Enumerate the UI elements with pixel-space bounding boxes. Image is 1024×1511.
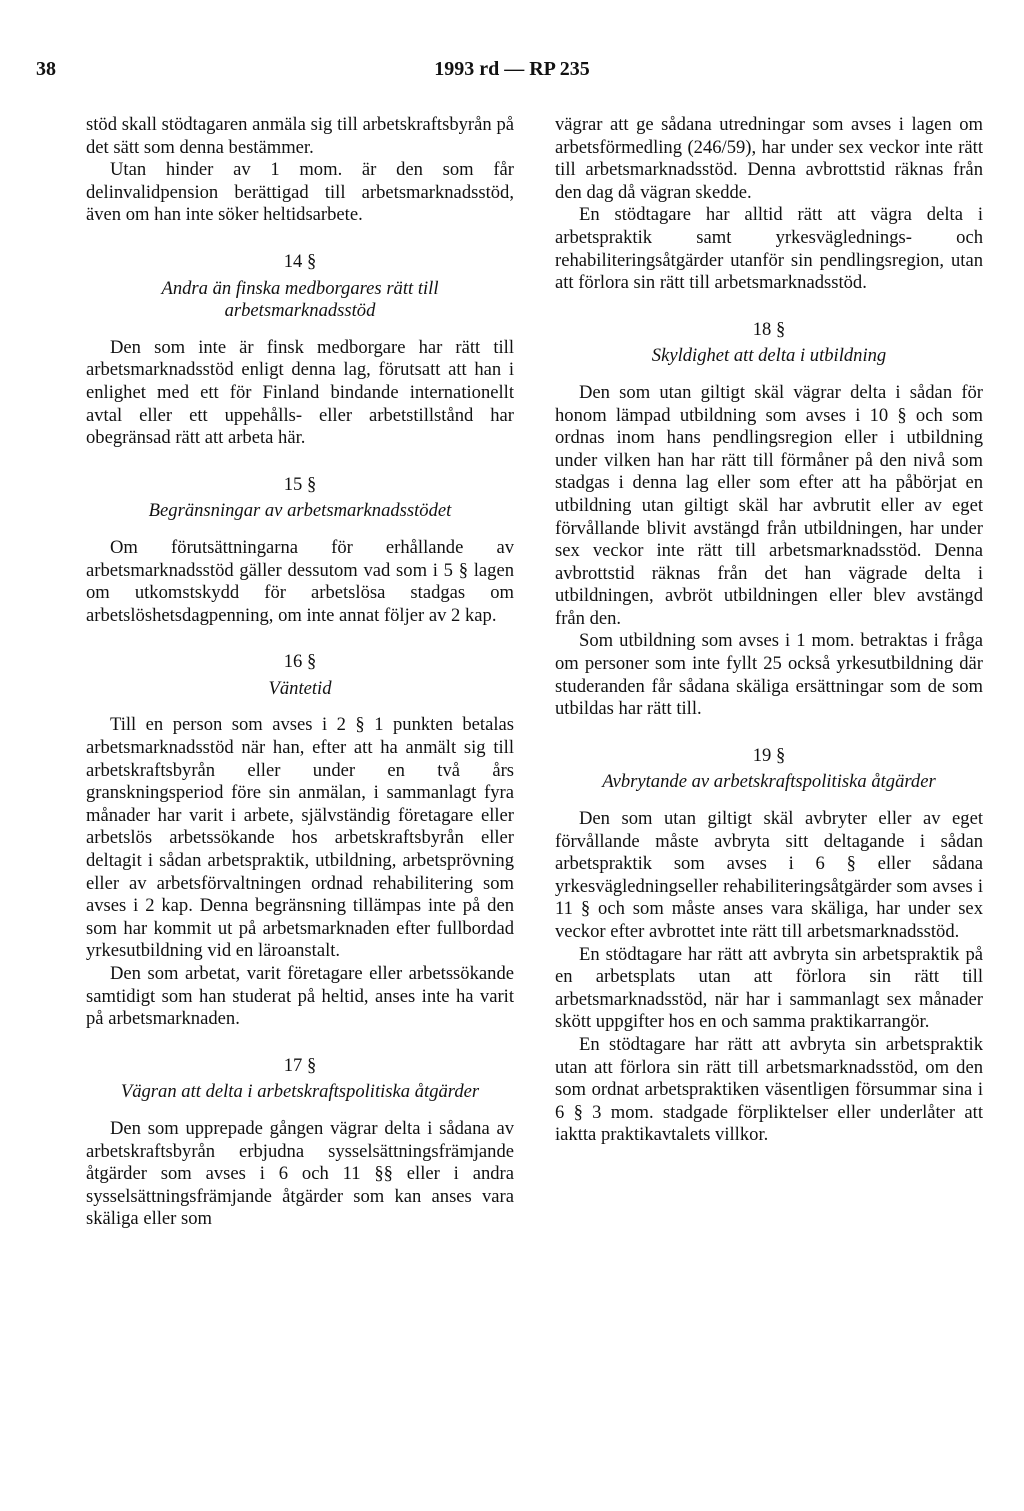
page-number: 38	[36, 58, 56, 80]
paragraph: Om förutsättningarna för erhållande av arbetsmarknadsstöd gäller dessutom vad som i 5 § lagen om utkomstskydd för arbetslösa stadgas om arbetslöshetsdagpenning, om inte annat följer av 2 kap.	[86, 536, 514, 626]
paragraph: Den som upprepade gången vägrar delta i sådana av arbetskraftsbyrån erbjudna sysselsättningsfrämjande åtgärder som avses i 6 och 11 §§ eller i andra sysselsättningsfrämjande åtgärder som kan anses vara skäliga eller som	[86, 1117, 514, 1230]
running-title: 1993 rd — RP 235	[434, 58, 590, 80]
paragraph: Den som arbetat, varit företagare eller arbetssökande samtidigt som han studerat på heltid, anses inte ha varit på arbetsmarknaden.	[86, 963, 514, 1030]
paragraph: stöd skall stödtagaren anmäla sig till arbetskraftsbyrån på det sätt som denna bestämmer.	[86, 114, 514, 158]
section-title: Andra än finska medborgares rätt till arbetsmarknadsstöd	[161, 277, 439, 322]
left-column	[86, 114, 514, 1231]
section-title: Vägran att delta i arbetskraftspolitiska åtgärder	[120, 1081, 480, 1103]
paragraph: En stödtagare har rätt att avbryta sin arbetspraktik utan att förlora sin rätt till arbetsmarknadsstöd, om den som ordnat arbetspraktiken väsentligen försummar sina i 6 § 3 mom. stadgade förpliktelser eller underlåter att iaktta praktikavtalets villkor.	[555, 1033, 983, 1146]
page-header	[36, 58, 988, 88]
section-title: Avbrytande av arbetskraftspolitiska åtgärder	[602, 771, 936, 793]
paragraph: Den som utan giltigt skäl vägrar delta i sådan för honom lämpad utbildning som avses i 10 § och som ordnas inom hans pendlingsregion eller i utbildning under vilken han har rätt till förmåner på den nivå som stadgas i denna lag eller som efter att ha påbörjat en utbildning utan giltigt skäl har avbrutit eller av eget förvållande blivit avstängd från utbildningen, har under sex veckor inte rätt till arbetsmarknadsstöd. Denna avbrottstid räknas från det han vägrade delta i utbildningen, avbröt utbildningen eller blev avstängd från den.	[555, 381, 983, 629]
paragraph: Utan hinder av 1 mom. är den som får delinvalidpension berättigad till arbetsmarknadsstöd, även om han inte söker heltidsarbete.	[86, 159, 514, 226]
paragraph: Den som utan giltigt skäl avbryter eller av eget förvållande måste avbryta sitt deltagande i sådan arbetspraktik som avses i 6 § eller sådana yrkesvägledningseller rehabiliteringsåtgärder som avses i 11 § och som måste anses vara skäliga, har under sex veckor efter avbrottet inte rätt till arbetsmarknadsstöd.	[555, 808, 983, 942]
right-column	[555, 114, 983, 1147]
section-number: 15 §	[283, 473, 317, 495]
paragraph: En stödtagare har alltid rätt att vägra delta i arbetspraktik samt yrkesväglednings- och rehabiliteringsåtgärder utanför sin pendlingsregion, utan att förlora sin rätt till arbetsmarknadsstöd.	[555, 204, 983, 294]
section-number: 16 §	[283, 651, 317, 673]
section-title: Väntetid	[268, 677, 332, 699]
paragraph: Den som inte är finsk medborgare har rätt till arbetsmarknadsstöd enligt denna lag, förutsatt att han i enlighet med ett för Finland bindande internationellt avtal eller ett uppehålls- eller arbetstillstånd har obegränsad rätt att arbeta här.	[86, 336, 514, 449]
section-number: 17 §	[283, 1054, 317, 1076]
paragraph: Till en person som avses i 2 § 1 punkten betalas arbetsmarknadsstöd när han, efter att ha anmält sig till arbetskraftsbyrån eller under en två års granskningsperiod före sin anmälan, i sammanlagt fyra månader har varit i arbete, självständig företagare eller arbetslös arbetssökande hos arbetskraftsbyrån eller deltagit i sådan arbetspraktik, utbildning, arbetsprövning eller av arbetsförvaltningen ordnad rehabilitering som avses i 2 kap. Denna begränsning tillämpas inte på den som har kommit ut på arbetsmarknaden efter fullbordad yrkesutbildning vid en läroanstalt.	[86, 714, 514, 962]
paragraph: En stödtagare har rätt att avbryta sin arbetspraktik på en arbetsplats utan att förlora sin rätt till arbetsmarknadsstöd, när har i sammanlagt sex månader skött uppgifter hos en och samma praktikarrangör.	[555, 943, 983, 1033]
section-number: 19 §	[752, 744, 786, 766]
paragraph: vägrar att ge sådana utredningar som avses i lagen om arbetsförmedling (246/59), har under sex veckor inte rätt till arbetsmarknadsstöd. Denna avbrottstid räknas från den dag då vägran skedde.	[555, 114, 983, 203]
section-number: 14 §	[283, 250, 317, 272]
section-number: 18 §	[752, 318, 786, 340]
section-title: Skyldighet att delta i utbildning	[651, 345, 887, 367]
section-title: Begränsningar av arbetsmarknadsstödet	[148, 500, 452, 522]
paragraph: Som utbildning som avses i 1 mom. betraktas i fråga om personer som inte fyllt 25 också yrkesutbildning där studeranden får sådana skäliga ersättningar som de som utbildas har rätt till.	[555, 630, 983, 720]
